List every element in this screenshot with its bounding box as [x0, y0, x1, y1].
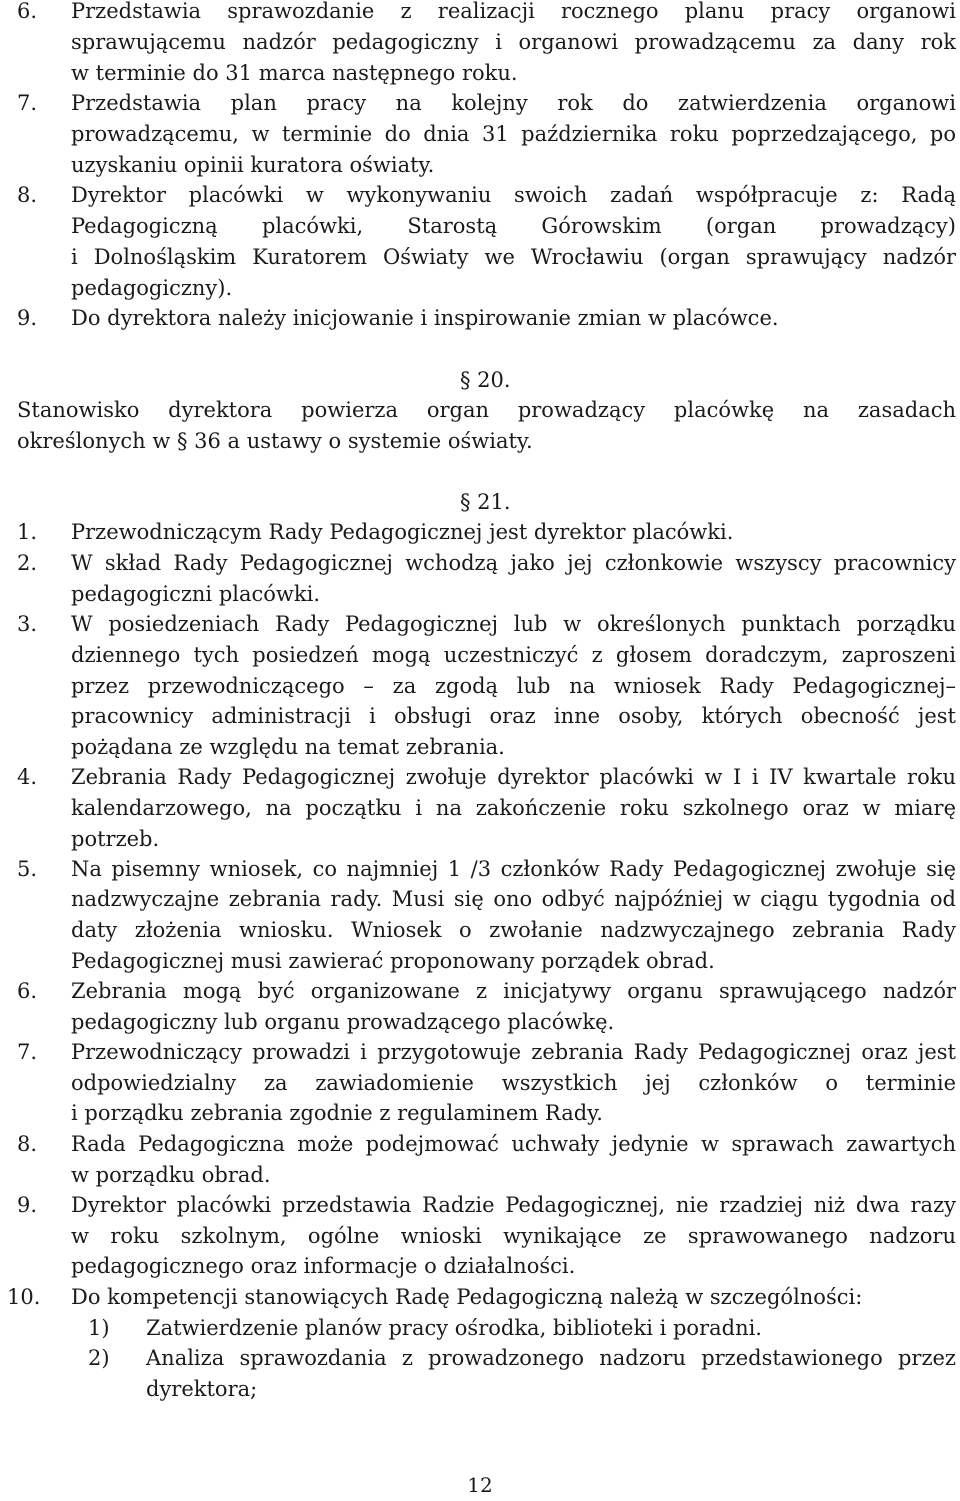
text-line: W skład Rady Pedagogicznej wchodzą jako jej członkowie wszyscy pracownicy	[71, 551, 956, 575]
text-line: uzyskaniu opinii kuratora oświaty.	[71, 153, 435, 177]
section-heading: § 20.	[460, 368, 511, 392]
text-line: odpowiedzialny za zawiadomienie wszystkich jej członków o terminie	[71, 1071, 956, 1095]
item-number: 6.	[17, 979, 38, 1003]
text-line: sprawującemu nadzór pedagogiczny i organowi prowadzącemu za dany rok	[71, 30, 956, 54]
text-line: Pedagogiczną placówki, Starostą Górowskim (organ prowadzący)	[71, 214, 956, 238]
text-line: Stanowisko dyrektora powierza organ prowadzący placówkę na zasadach	[17, 398, 956, 422]
item-number: 7.	[17, 91, 38, 115]
text-line: dyrektora;	[146, 1377, 258, 1401]
text-line: potrzeb.	[71, 827, 160, 851]
text-line: określonych w § 36 a ustawy o systemie oświaty.	[17, 429, 533, 453]
page-number: 12	[467, 1473, 493, 1497]
text-line: przez przewodniczącego – za zgodą lub na wniosek Rady Pedagogicznej–	[71, 674, 956, 698]
item-number: 3.	[17, 612, 38, 636]
text-line: Dyrektor placówki w wykonywaniu swoich zadań współpracuje z: Radą	[71, 183, 956, 207]
text-line: Rada Pedagogiczna może podejmować uchwały jedynie w sprawach zawartych	[71, 1132, 956, 1156]
text-line: Zebrania mogą być organizowane z inicjatywy organu sprawującego nadzór	[71, 979, 956, 1003]
item-number: 2.	[17, 551, 38, 575]
text-line: pożądana ze względu na temat zebrania.	[71, 735, 505, 759]
item-number: 8.	[17, 183, 38, 207]
text-line: pracownicy administracji i obsługi oraz inne osoby, których obecność jest	[71, 704, 956, 728]
item-number: 7.	[17, 1040, 38, 1064]
text-line: dziennego tych posiedzeń mogą uczestniczyć z głosem doradczym, zaproszeni	[71, 643, 956, 667]
text-line: Do dyrektora należy inicjowanie i inspirowanie zmian w placówce.	[71, 306, 779, 330]
text-line: kalendarzowego, na początku i na zakończenie roku szkolnego oraz w miarę	[71, 796, 956, 820]
item-number: 6.	[17, 0, 38, 23]
section-heading: § 21.	[460, 490, 511, 514]
text-line: prowadzącemu, w terminie do dnia 31 października roku poprzedzającego, po	[71, 122, 956, 146]
text-line: Przewodniczącym Rady Pedagogicznej jest dyrektor placówki.	[71, 520, 734, 544]
text-line: Przedstawia sprawozdanie z realizacji rocznego planu pracy organowi	[71, 0, 956, 23]
text-line: Przewodniczący prowadzi i przygotowuje zebrania Rady Pedagogicznej oraz jest	[71, 1040, 956, 1064]
text-line: Pedagogicznej musi zawierać proponowany porządek obrad.	[71, 949, 715, 973]
text-line: i Dolnośląskim Kuratorem Oświaty we Wrocławiu (organ sprawujący nadzór	[71, 245, 956, 269]
text-line: Do kompetencji stanowiących Radę Pedagogiczną należą w szczególności:	[71, 1285, 863, 1309]
text-line: w roku szkolnym, ogólne wnioski wynikające ze sprawowanego nadzoru	[71, 1224, 956, 1248]
text-line: Przedstawia plan pracy na kolejny rok do zatwierdzenia organowi	[71, 91, 956, 115]
text-line: w porządku obrad.	[71, 1163, 271, 1187]
item-number: 8.	[17, 1132, 38, 1156]
text-line: Zebrania Rady Pedagogicznej zwołuje dyrektor placówki w I i IV kwartale roku	[71, 765, 956, 789]
text-line: pedagogiczny).	[71, 276, 233, 300]
text-line: pedagogiczny lub organu prowadzącego placówkę.	[71, 1010, 615, 1034]
text-line: Analiza sprawozdania z prowadzonego nadzoru przedstawionego przez	[146, 1346, 956, 1370]
text-line: Dyrektor placówki przedstawia Radzie Pedagogicznej, nie rzadziej niż dwa razy	[71, 1193, 956, 1217]
item-number: 4.	[17, 765, 38, 789]
item-number: 5.	[17, 857, 38, 881]
text-line: W posiedzeniach Rady Pedagogicznej lub w określonych punktach porządku	[71, 612, 956, 636]
text-line: Na pisemny wniosek, co najmniej 1 /3 członków Rady Pedagogicznej zwołuje się	[71, 857, 956, 881]
text-line: daty złożenia wniosku. Wniosek o zwołanie nadzwyczajnego zebrania Rady	[71, 918, 956, 942]
text-line: pedagogiczni placówki.	[71, 582, 320, 606]
text-line: Zatwierdzenie planów pracy ośrodka, biblioteki i poradni.	[146, 1316, 762, 1340]
text-line: i porządku zebrania zgodnie z regulaminem Rady.	[71, 1101, 603, 1125]
text-line: nadzwyczajne zebrania rady. Musi się ono odbyć najpóźniej w ciągu tygodnia od	[71, 887, 956, 911]
sub-item-number: 2)	[88, 1346, 110, 1370]
text-line: pedagogicznego oraz informacje o działalności.	[71, 1254, 576, 1278]
item-number: 9.	[17, 1193, 38, 1217]
text-line: w terminie do 31 marca następnego roku.	[71, 61, 518, 85]
sub-item-number: 1)	[88, 1316, 110, 1340]
item-number: 9.	[17, 306, 38, 330]
item-number: 10.	[7, 1285, 41, 1309]
item-number: 1.	[17, 520, 38, 544]
